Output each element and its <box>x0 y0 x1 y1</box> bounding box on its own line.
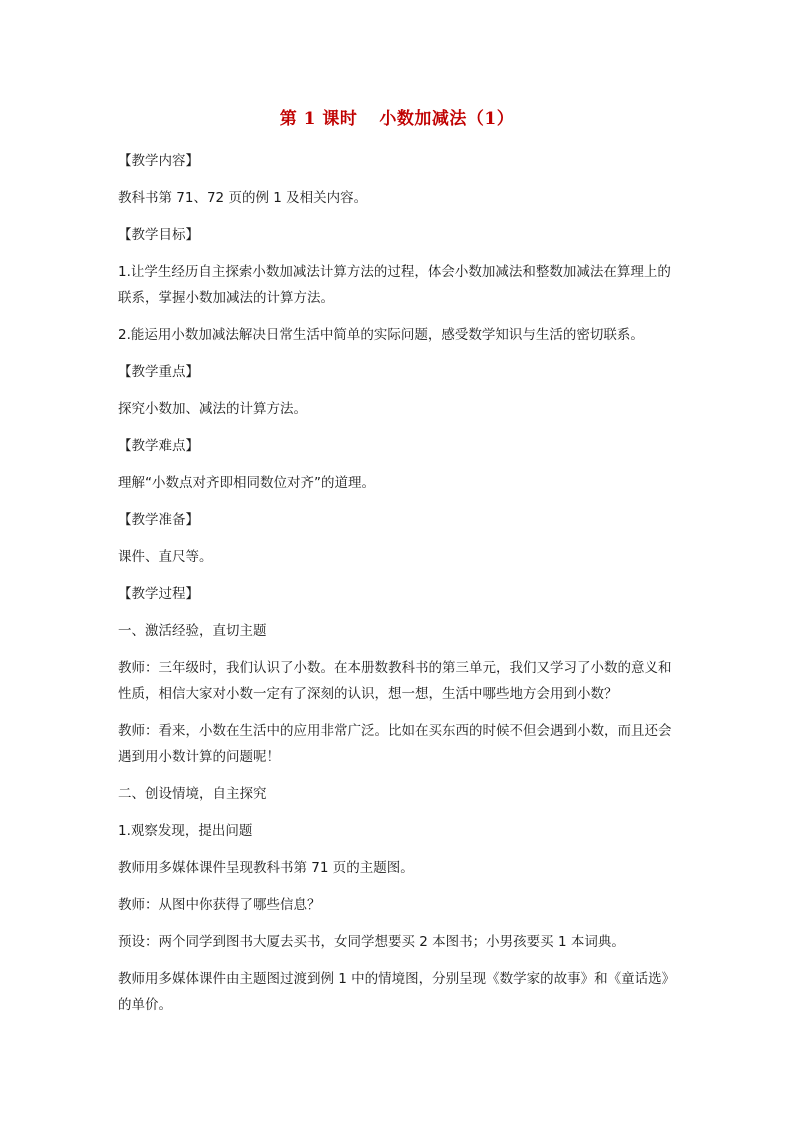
heading-difficulties: 【教学难点】 <box>118 438 199 454</box>
paragraph: 教师：从图中你获得了哪些信息？ <box>118 897 321 913</box>
paragraph: 教师：看来，小数在生活中的应用非常广泛。比如在买东西的时候不但会遇到小数，而且还会遇到用小数计算的问题呢！ <box>118 723 672 765</box>
paragraph: 教师用多媒体课件呈现教科书第 71 页的主题图。 <box>118 860 414 876</box>
title-topic: 小数加减法（1） <box>379 109 515 129</box>
page-title <box>0 104 794 129</box>
heading-objectives: 【教学目标】 <box>118 227 199 243</box>
paragraph: 2.能运用小数加减法解决日常生活中简单的实际问题，感受数学知识与生活的密切联系。 <box>118 327 644 343</box>
paragraph: 1.让学生经历自主探索小数加减法计算方法的过程，体会小数加减法和整数加减法在算理上的联系，掌握小数加减法的计算方法。 <box>118 264 671 306</box>
document-body <box>118 148 683 1018</box>
section-heading: 一、激活经验，直切主题 <box>118 623 267 639</box>
heading-preparation: 【教学准备】 <box>118 512 199 528</box>
paragraph: 教师：三年级时，我们认识了小数。在本册数教科书的第三单元，我们又学习了小数的意义和性质，相信大家对小数一定有了深刻的认识，想一想，生活中哪些地方会用到小数？ <box>118 660 672 702</box>
paragraph: 教师用多媒体课件由主题图过渡到例 1 中的情境图，分别呈现《数学家的故事》和《童话选》的单价。 <box>118 971 676 1013</box>
paragraph: 理解“小数点对齐即相同数位对齐”的道理。 <box>118 475 375 491</box>
subsection-heading: 1.观察发现，提出问题 <box>118 823 253 839</box>
paragraph: 预设：两个同学到图书大厦去买书，女同学想要买 2 本图书；小男孩要买 1 本词典。 <box>118 934 625 950</box>
heading-process: 【教学过程】 <box>118 586 199 602</box>
paragraph: 教科书第 71、72 页的例 1 及相关内容。 <box>118 190 368 206</box>
paragraph: 探究小数加、减法的计算方法。 <box>118 401 307 417</box>
section-heading: 二、创设情境，自主探究 <box>118 786 267 802</box>
title-lesson: 第 1 课时 <box>279 109 358 129</box>
paragraph: 课件、直尺等。 <box>118 549 213 565</box>
heading-content: 【教学内容】 <box>118 153 199 169</box>
heading-key-points: 【教学重点】 <box>118 364 199 380</box>
